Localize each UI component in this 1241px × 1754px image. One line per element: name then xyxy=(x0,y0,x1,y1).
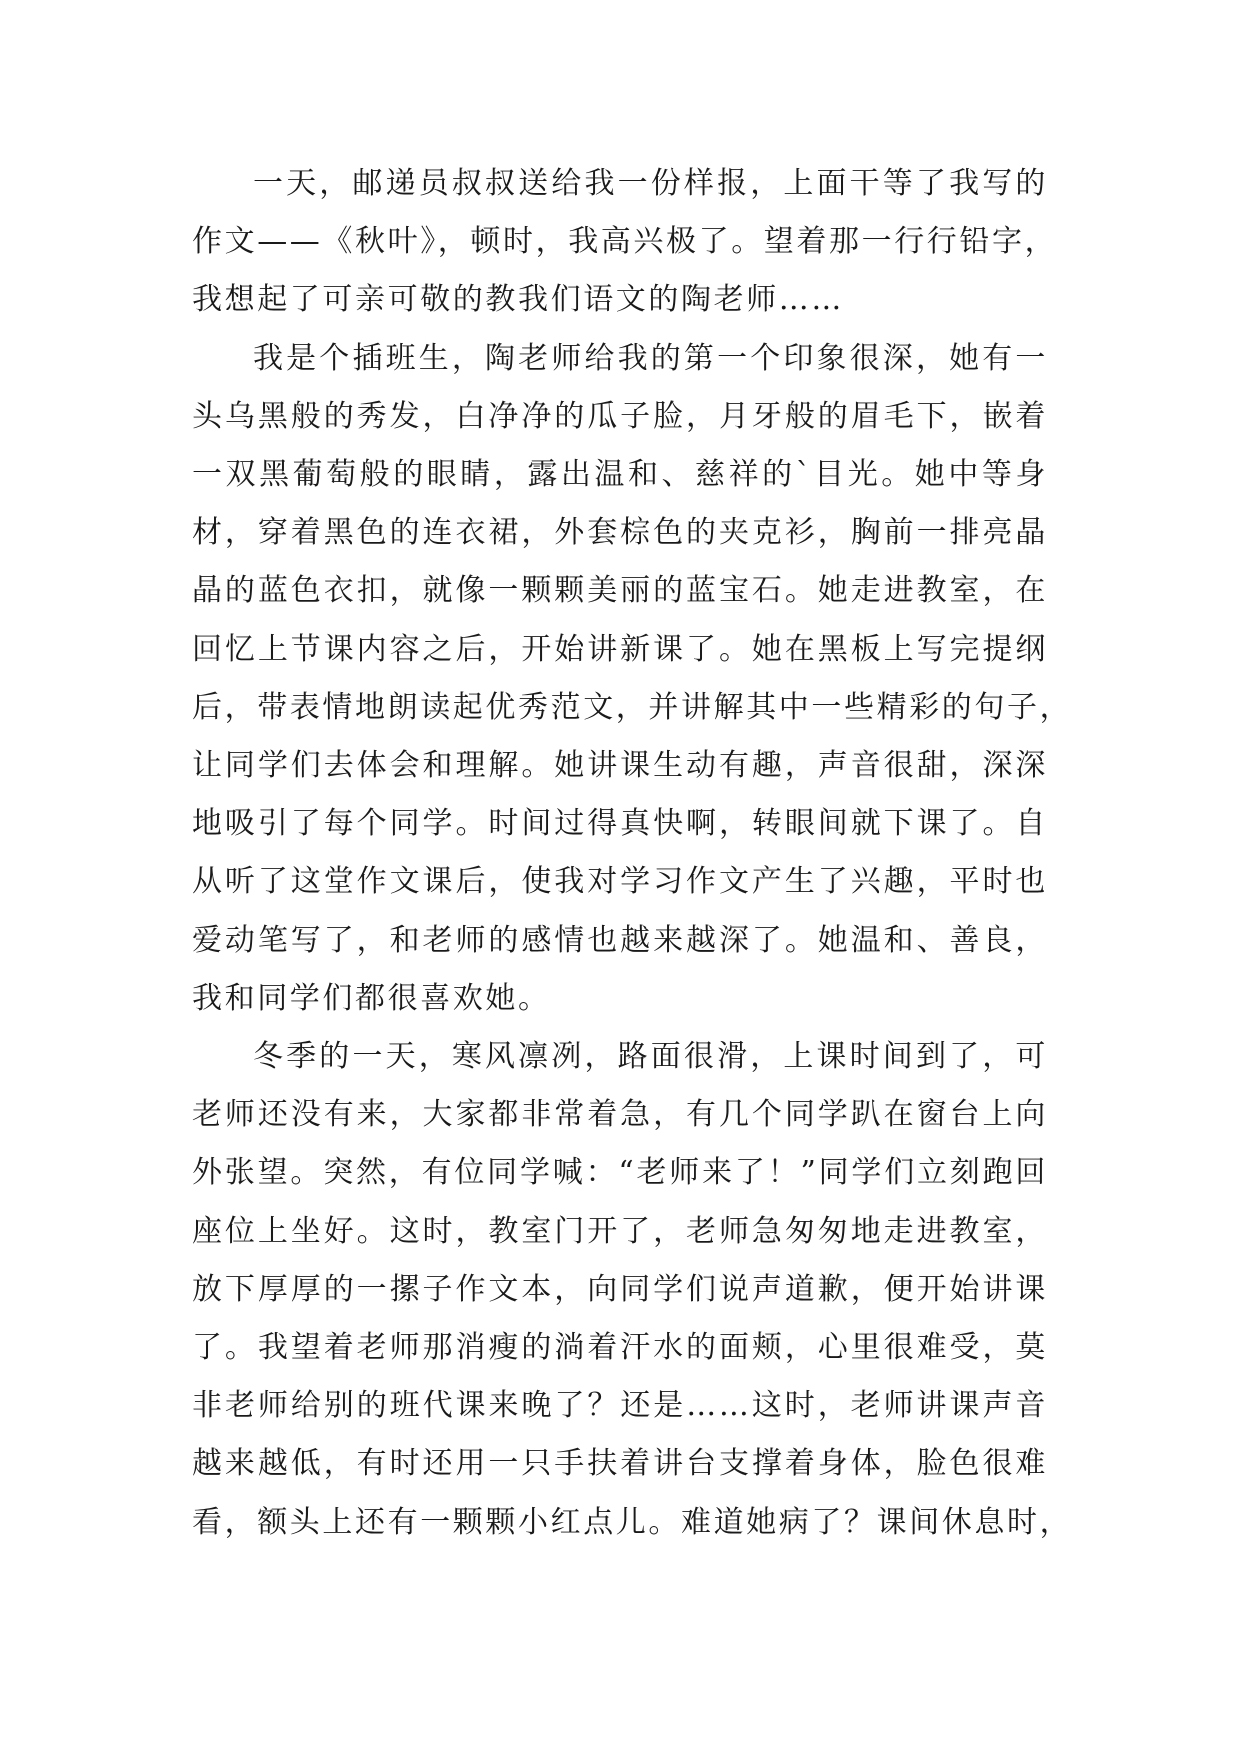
text-line: 老师还没有来，大家都非常着急，有几个同学趴在窗台上向 xyxy=(192,1097,1048,1133)
text-line: 我和同学们都很喜欢她。 xyxy=(192,980,551,1016)
text-line: 一双黑葡萄般的眼睛，露出温和、慈祥的`目光。她中等身 xyxy=(192,457,1048,493)
article-body xyxy=(192,155,1073,1552)
text-line: 放下厚厚的一摞子作文本，向同学们说声道歉，便开始讲课 xyxy=(192,1271,1048,1307)
text-line: 作文——《秋叶》，顿时，我高兴极了。望着那一行行铅字， xyxy=(192,224,1058,260)
text-line: 头乌黑般的秀发，白净净的瓜子脸，月牙般的眉毛下，嵌着 xyxy=(192,398,1048,434)
text-line: 材，穿着黑色的连衣裙，外套棕色的夹克衫，胸前一排亮晶 xyxy=(192,515,1048,551)
paragraph-1 xyxy=(192,155,1058,330)
paragraph-3 xyxy=(192,1028,1073,1552)
text-line: 了。我望着老师那消瘦的淌着汗水的面颊，心里很难受，莫 xyxy=(192,1330,1048,1366)
text-line: 后，带表情地朗读起优秀范文，并讲解其中一些精彩的句子， xyxy=(192,689,1073,725)
text-line: 外张望。突然，有位同学喊：“老师来了！”同学们立刻跑回 xyxy=(192,1155,1048,1191)
text-line: 从听了这堂作文课后，使我对学习作文产生了兴趣，平时也 xyxy=(192,864,1048,900)
text-line: 一天，邮递员叔叔送给我一份样报，上面干等了我写的 xyxy=(253,166,1048,201)
text-line: 越来越低，有时还用一只手扶着讲台支撑着身体，脸色很难 xyxy=(192,1446,1048,1482)
text-line: 回忆上节课内容之后，开始讲新课了。她在黑板上写完提纲 xyxy=(192,631,1048,667)
text-line: 地吸引了每个同学。时间过得真快啊，转眼间就下课了。自 xyxy=(192,806,1048,842)
text-line: 座位上坐好。这时，教室门开了，老师急匆匆地走进教室， xyxy=(192,1213,1048,1249)
text-line: 让同学们去体会和理解。她讲课生动有趣，声音很甜，深深 xyxy=(192,748,1048,784)
text-line: 我想起了可亲可敬的教我们语文的陶老师…… xyxy=(192,282,844,318)
text-line: 爱动笔写了，和老师的感情也越来越深了。她温和、善良， xyxy=(192,922,1048,958)
text-line: 非老师给别的班代课来晚了？还是……这时，老师讲课声音 xyxy=(192,1388,1048,1424)
paragraph-2 xyxy=(192,330,1073,1028)
text-line: 冬季的一天，寒风凛冽，路面很滑，上课时间到了，可 xyxy=(253,1039,1048,1075)
text-line: 我是个插班生，陶老师给我的第一个印象很深，她有一 xyxy=(253,340,1048,376)
text-line: 晶的蓝色衣扣，就像一颗颗美丽的蓝宝石。她走进教室，在 xyxy=(192,573,1048,609)
text-line: 看，额头上还有一颗颗小红点儿。难道她病了？课间休息时， xyxy=(192,1504,1073,1540)
